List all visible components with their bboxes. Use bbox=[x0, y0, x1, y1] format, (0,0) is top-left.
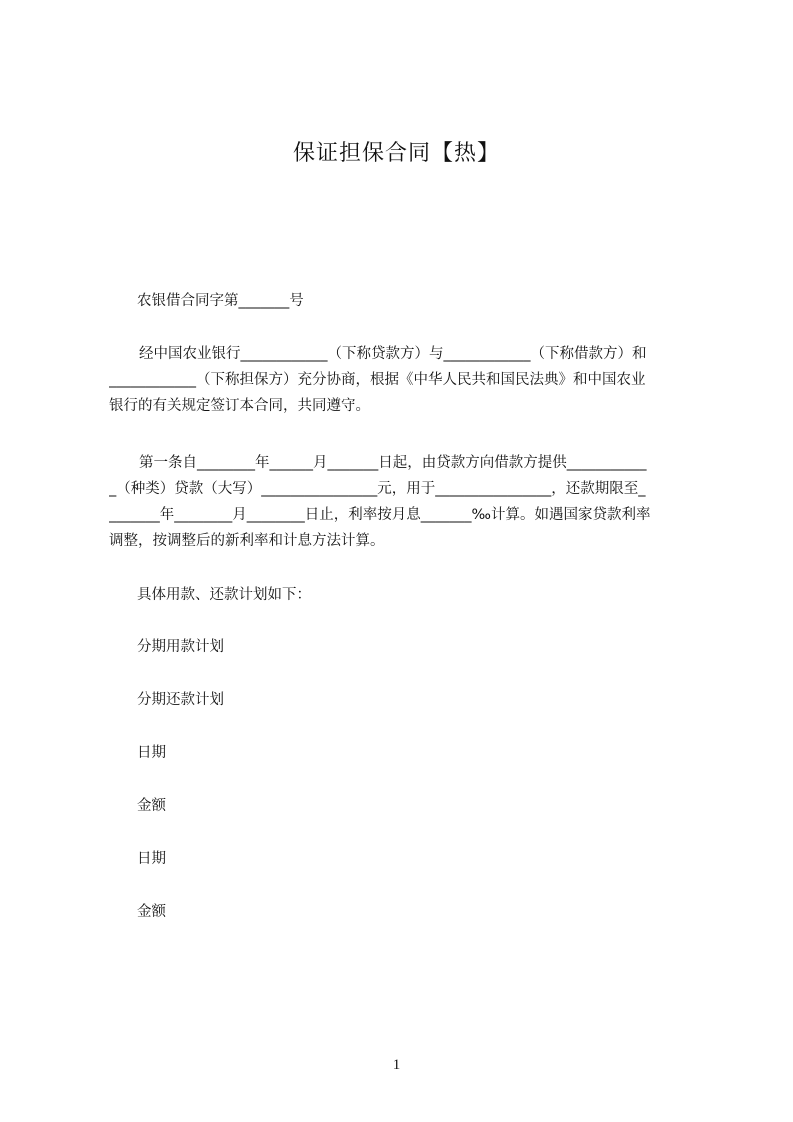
plan-item-amount-2 bbox=[109, 899, 729, 925]
article-1-line-2: _（种类）贷款（大写）________________元，用于________________，还款期限至_ bbox=[109, 481, 646, 497]
contract-number-paragraph bbox=[109, 288, 729, 314]
intro-line-2: ____________（下称担保方）充分协商，根据《中华人民共和国民法典》和中国农业 bbox=[109, 372, 646, 388]
plan-item-label: 金额 bbox=[137, 798, 166, 814]
plan-item-amount-1 bbox=[109, 793, 729, 819]
article-1-line-1: 第一条自________年______月_______日起，由贷款方向借款方提供___________ bbox=[139, 455, 647, 471]
plan-item-label: 分期用款计划 bbox=[137, 639, 224, 655]
intro-line-1: 经中国农业银行____________（下称贷款方）与____________（下称借款方）和 bbox=[139, 346, 647, 362]
plan-intro-paragraph bbox=[109, 582, 729, 608]
plan-item-disbursement bbox=[109, 634, 729, 660]
article-1-paragraph bbox=[109, 450, 701, 554]
plan-item-label: 金额 bbox=[137, 904, 166, 920]
plan-item-label: 日期 bbox=[137, 851, 166, 867]
plan-intro-line: 具体用款、还款计划如下： bbox=[137, 587, 311, 603]
article-1-line-4: 调整，按调整后的新利率和计息方法计算。 bbox=[109, 533, 385, 549]
plan-item-date-1 bbox=[109, 740, 729, 766]
intro-paragraph bbox=[109, 341, 701, 419]
document-title: 保证担保合同【热】 bbox=[292, 141, 500, 166]
contract-number-line: 农银借合同字第_______号 bbox=[137, 293, 304, 309]
plan-item-repayment bbox=[109, 687, 729, 713]
plan-item-date-2 bbox=[109, 846, 729, 872]
page-number: 1 bbox=[392, 1057, 401, 1073]
intro-line-3: 银行的有关规定签订本合同，共同遵守。 bbox=[109, 398, 370, 414]
article-1-line-3: _______年________月________日止，利率按月息_______‰计算。如遇国家贷款利率 bbox=[109, 507, 651, 523]
plan-item-label: 分期还款计划 bbox=[137, 692, 224, 708]
plan-item-label: 日期 bbox=[137, 745, 166, 761]
